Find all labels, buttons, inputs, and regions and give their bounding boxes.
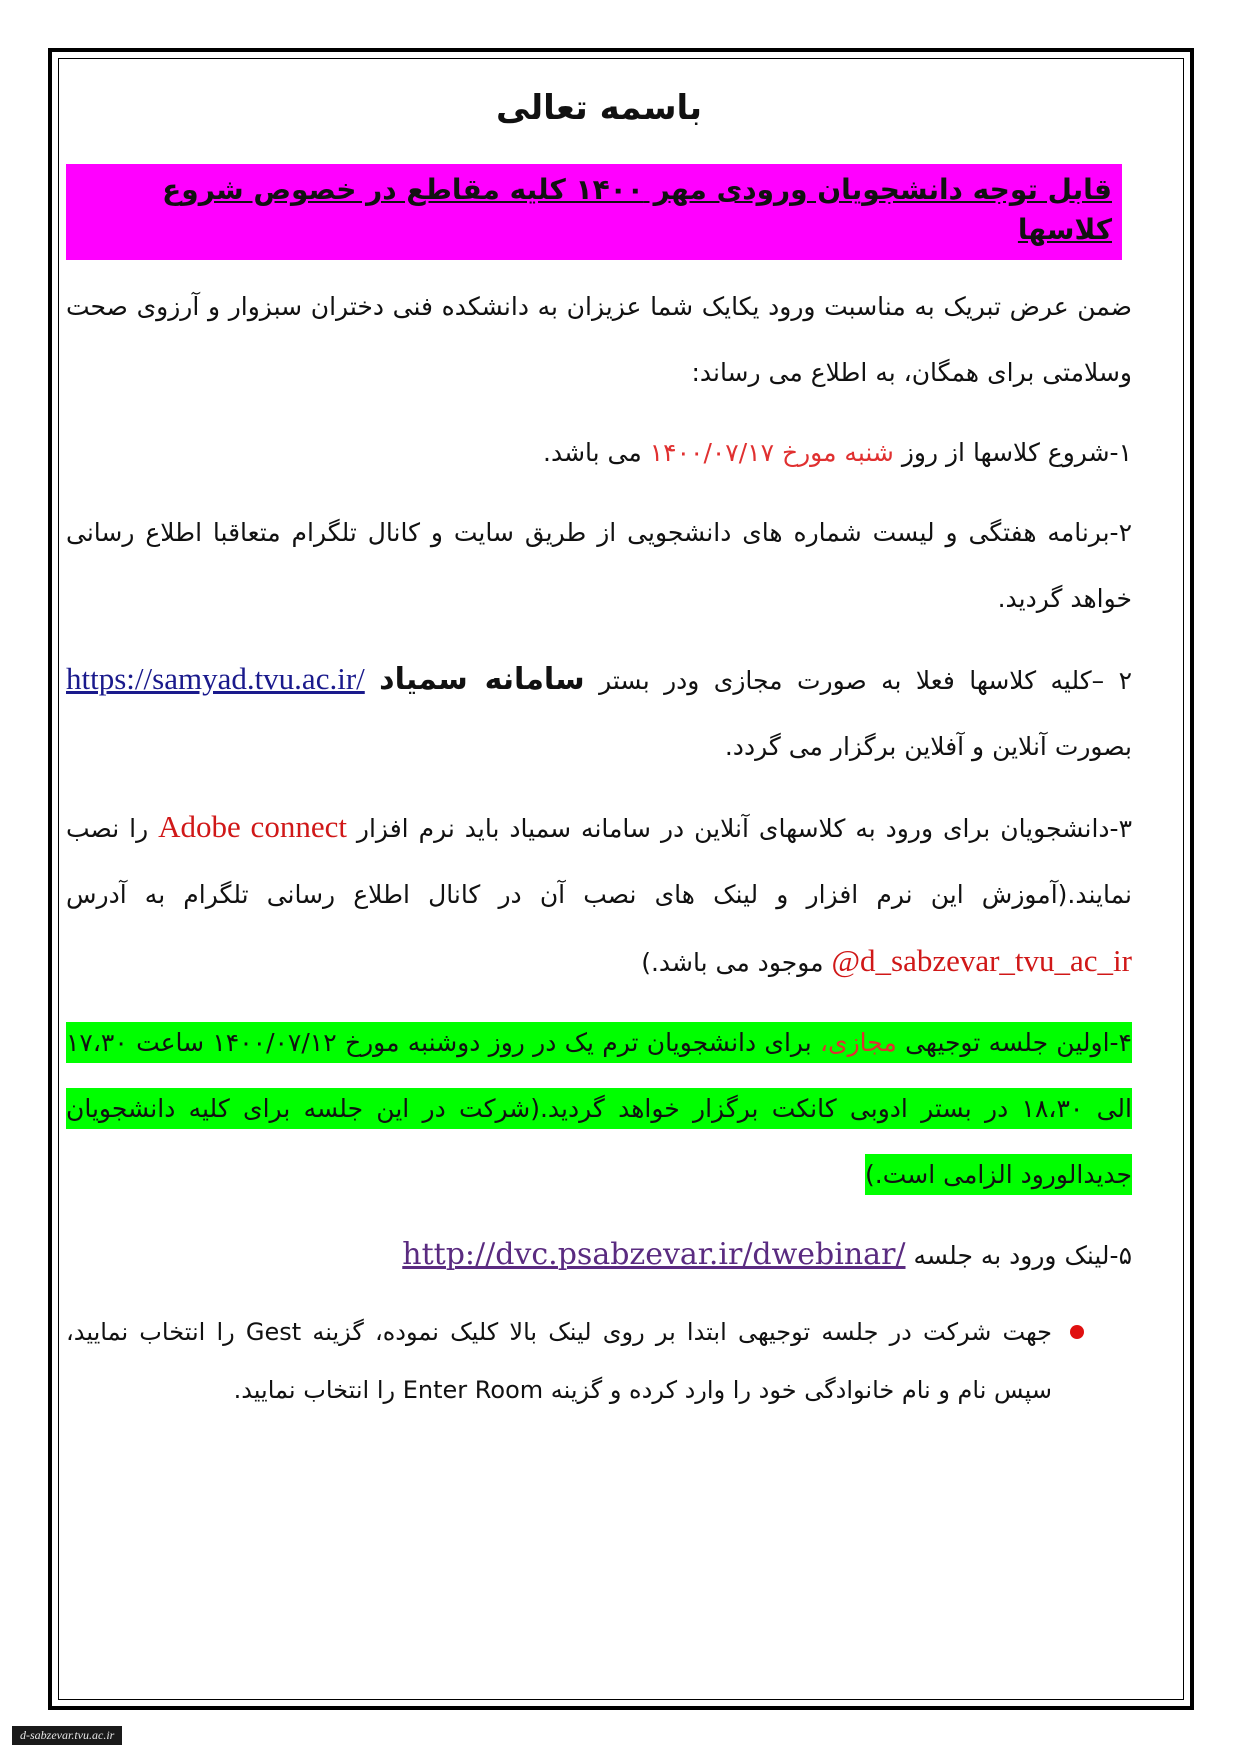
item-2b-end: بصورت آنلاین و آفلاین برگزار می گردد. bbox=[724, 732, 1132, 761]
adobe-connect-name: Adobe connect bbox=[158, 809, 347, 844]
webinar-link[interactable]: http://dvc.psabzevar.ir/dwebinar/ bbox=[402, 1237, 906, 1272]
item-3-text: ۳-دانشجویان برای ورود به کلاسهای آنلاین در سامانه سمیاد باید نرم افزار bbox=[346, 814, 1132, 843]
samyad-system-name: سامانه سمیاد bbox=[379, 662, 585, 697]
item-5 bbox=[66, 1222, 1132, 1289]
item-1-text: ۱-شروع کلاسها از روز bbox=[893, 438, 1132, 467]
item-4-text: ۴-اولین جلسه توجیهی bbox=[896, 1028, 1132, 1057]
announcement-banner: قابل توجه دانشجویان ورودی مهر ۱۴۰۰ کلیه مقاطع در خصوص شروع کلاسها bbox=[66, 164, 1122, 260]
item-1 bbox=[66, 420, 1132, 486]
item-3-end: موجود می باشد.) bbox=[641, 948, 832, 977]
telegram-channel: @d_sabzevar_tvu_ac_ir bbox=[831, 943, 1132, 978]
virtual-word: مجازی، bbox=[819, 1028, 897, 1057]
intro-paragraph: ضمن عرض تبریک به مناسبت ورود یکایک شما عزیزان به دانشکده فنی دختران سبزوار و آرزوی صحت وسلامتی برای همگان، به اطلاع می رساند: bbox=[66, 292, 1132, 387]
item-3 bbox=[66, 794, 1132, 996]
item-5-label: ۵-لینک ورود به جلسه bbox=[905, 1241, 1132, 1270]
instructions-text: جهت شرکت در جلسه توجیهی ابتدا بر روی لینک بالا کلیک نموده، گزینه Gest را انتخاب نمایید، سپس نام و نام خانوادگی خود را وارد کرده و گزینه Enter Room را انتخاب نمایید. bbox=[66, 1318, 1052, 1404]
item-4-highlight bbox=[66, 1022, 1132, 1195]
samyad-link[interactable]: https://samyad.tvu.ac.ir/ bbox=[66, 661, 365, 696]
announcement-banner-wrap bbox=[66, 164, 1132, 260]
page-title: باسمه تعالی bbox=[495, 88, 703, 128]
item-2: ۲-برنامه هفتگی و لیست شماره های دانشجویی از طریق سایت و کانال تلگرام متعاقبا اطلاع رسانی خواهد گردید. bbox=[66, 518, 1132, 613]
footer-site-badge: d-sabzevar.tvu.ac.ir bbox=[12, 1726, 122, 1745]
item-2b-text: ۲ –کلیه کلاسها فعلا به صورت مجازی ودر بستر bbox=[584, 666, 1132, 695]
item-4 bbox=[66, 1010, 1132, 1208]
item-4-rest: برای دانشجویان ترم یک در روز دوشنبه مورخ ۱۴۰۰/۰۷/۱۲ ساعت ۱۷،۳۰ الی ۱۸،۳۰ در بستر ادوبی کانکت برگزار خواهد گردید.(شرکت در این جلسه برای کلیه دانشجویان جدیدالورود الزامی است.) bbox=[66, 1028, 1132, 1189]
item-1-end: می باشد. bbox=[543, 438, 650, 467]
document-body bbox=[66, 60, 1132, 1419]
item-2b bbox=[66, 646, 1132, 780]
instructions-bullet bbox=[66, 1303, 1132, 1419]
start-date: شنبه مورخ ۱۴۰۰/۰۷/۱۷ bbox=[649, 438, 894, 467]
item-3-middle: را نصب نمایند.(آموزش این نرم افزار و لینک های نصب آن در کانال اطلاع رسانی تلگرام به آدرس bbox=[66, 814, 1132, 909]
bullet-dot-icon bbox=[1070, 1325, 1084, 1339]
